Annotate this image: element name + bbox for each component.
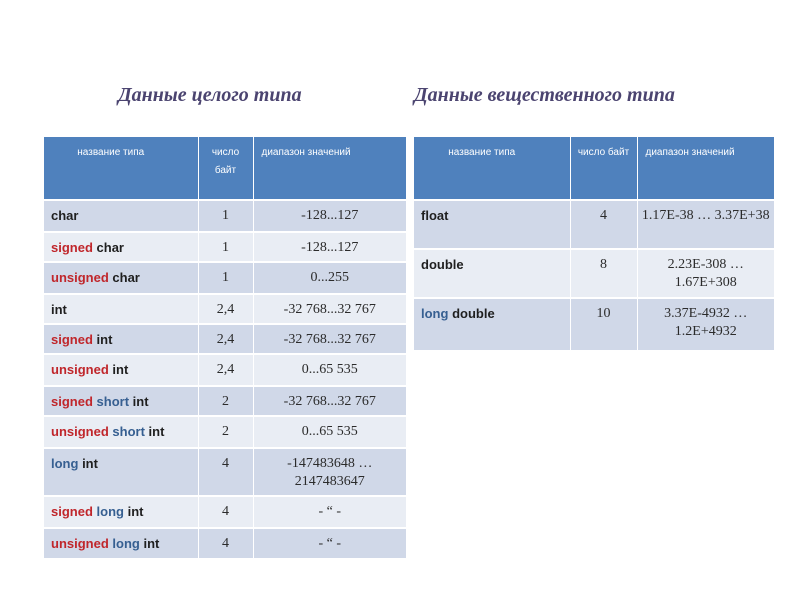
table-row (44, 386, 406, 416)
column-header-type-name: название типа (44, 137, 198, 200)
table-row (44, 200, 406, 232)
type-keyword: double (452, 306, 495, 321)
type-keyword: short (96, 394, 130, 409)
table-row (44, 354, 406, 386)
integer-types-table (44, 137, 406, 558)
type-name-cell (44, 416, 198, 448)
table-row (44, 262, 406, 294)
type-keyword: signed (51, 394, 93, 409)
table-header-row (414, 137, 774, 200)
value-range-cell: 1.17E-38 … 3.37E+38 (637, 200, 774, 249)
real-types-table (414, 137, 774, 350)
type-keyword: signed (51, 240, 93, 255)
table-row (44, 496, 406, 528)
byte-count-cell: 1 (198, 200, 253, 232)
table-row (44, 416, 406, 448)
value-range-cell: -32 768...32 767 (253, 386, 406, 416)
type-keyword: long (96, 504, 124, 519)
type-keyword: int (127, 504, 144, 519)
type-name-cell (44, 294, 198, 324)
table-row (414, 200, 774, 249)
type-name-cell (44, 386, 198, 416)
value-range-cell: -32 768...32 767 (253, 324, 406, 354)
byte-count-cell: 1 (198, 262, 253, 294)
byte-count-cell: 10 (570, 298, 637, 350)
table-row (44, 294, 406, 324)
column-header-type-name: название типа (414, 137, 570, 200)
byte-count-cell: 2,4 (198, 294, 253, 324)
type-keyword: int (143, 536, 160, 551)
byte-count-cell: 1 (198, 232, 253, 262)
table-row (44, 324, 406, 354)
value-range-cell: -147483648 … 2147483647 (253, 448, 406, 496)
type-name-cell (44, 528, 198, 558)
type-keyword: int (82, 456, 98, 471)
type-name-cell (44, 232, 198, 262)
type-keyword: int (96, 332, 113, 347)
byte-count-cell: 4 (198, 496, 253, 528)
byte-count-cell: 4 (198, 528, 253, 558)
type-keyword: int (148, 424, 165, 439)
type-name-cell (44, 448, 198, 496)
type-name-cell (414, 249, 570, 298)
byte-count-cell: 2,4 (198, 324, 253, 354)
real-types-heading: Данные вещественного типа (414, 84, 675, 106)
value-range-cell: 0...255 (253, 262, 406, 294)
type-keyword: int (51, 302, 67, 317)
byte-count-cell: 4 (198, 448, 253, 496)
type-keyword: double (421, 257, 464, 272)
value-range-cell: 2.23E-308 … 1.67E+308 (637, 249, 774, 298)
type-name-cell (44, 200, 198, 232)
column-header-range: диапазон значений (253, 137, 406, 200)
type-keyword: int (112, 362, 129, 377)
type-name-cell (44, 354, 198, 386)
type-name-cell (414, 298, 570, 350)
value-range-cell: 0...65 535 (253, 354, 406, 386)
type-keyword: signed (51, 332, 93, 347)
type-keyword: signed (51, 504, 93, 519)
value-range-cell: -128...127 (253, 232, 406, 262)
value-range-cell: - “ - (253, 528, 406, 558)
integer-types-heading: Данные целого типа (118, 84, 302, 106)
type-keyword: unsigned (51, 536, 109, 551)
column-header-range: диапазон значений (637, 137, 774, 200)
value-range-cell: 0...65 535 (253, 416, 406, 448)
type-name-cell (414, 200, 570, 249)
value-range-cell: - “ - (253, 496, 406, 528)
type-keyword: int (132, 394, 149, 409)
byte-count-cell: 2 (198, 416, 253, 448)
value-range-cell: 3.37E-4932 … 1.2E+4932 (637, 298, 774, 350)
table-header-row (44, 137, 406, 200)
type-keyword: unsigned (51, 424, 109, 439)
type-keyword: long (421, 306, 449, 321)
type-name-cell (44, 496, 198, 528)
type-name-cell (44, 262, 198, 294)
type-keyword: long (112, 536, 140, 551)
byte-count-cell: 2,4 (198, 354, 253, 386)
column-header-bytes: число байт (198, 137, 253, 200)
type-keyword: long (51, 456, 79, 471)
value-range-cell: -32 768...32 767 (253, 294, 406, 324)
type-keyword: float (421, 208, 449, 223)
type-keyword: unsigned (51, 270, 109, 285)
type-keyword: unsigned (51, 362, 109, 377)
table-row (44, 528, 406, 558)
byte-count-cell: 8 (570, 249, 637, 298)
table-row (44, 448, 406, 496)
table-row (44, 232, 406, 262)
type-keyword: short (112, 424, 145, 439)
table-row (414, 298, 774, 350)
value-range-cell: -128...127 (253, 200, 406, 232)
type-keyword: char (96, 240, 124, 255)
byte-count-cell: 4 (570, 200, 637, 249)
type-name-cell (44, 324, 198, 354)
byte-count-cell: 2 (198, 386, 253, 416)
table-row (414, 249, 774, 298)
type-keyword: char (112, 270, 140, 285)
type-keyword: char (51, 208, 79, 223)
column-header-bytes: число байт (570, 137, 637, 200)
